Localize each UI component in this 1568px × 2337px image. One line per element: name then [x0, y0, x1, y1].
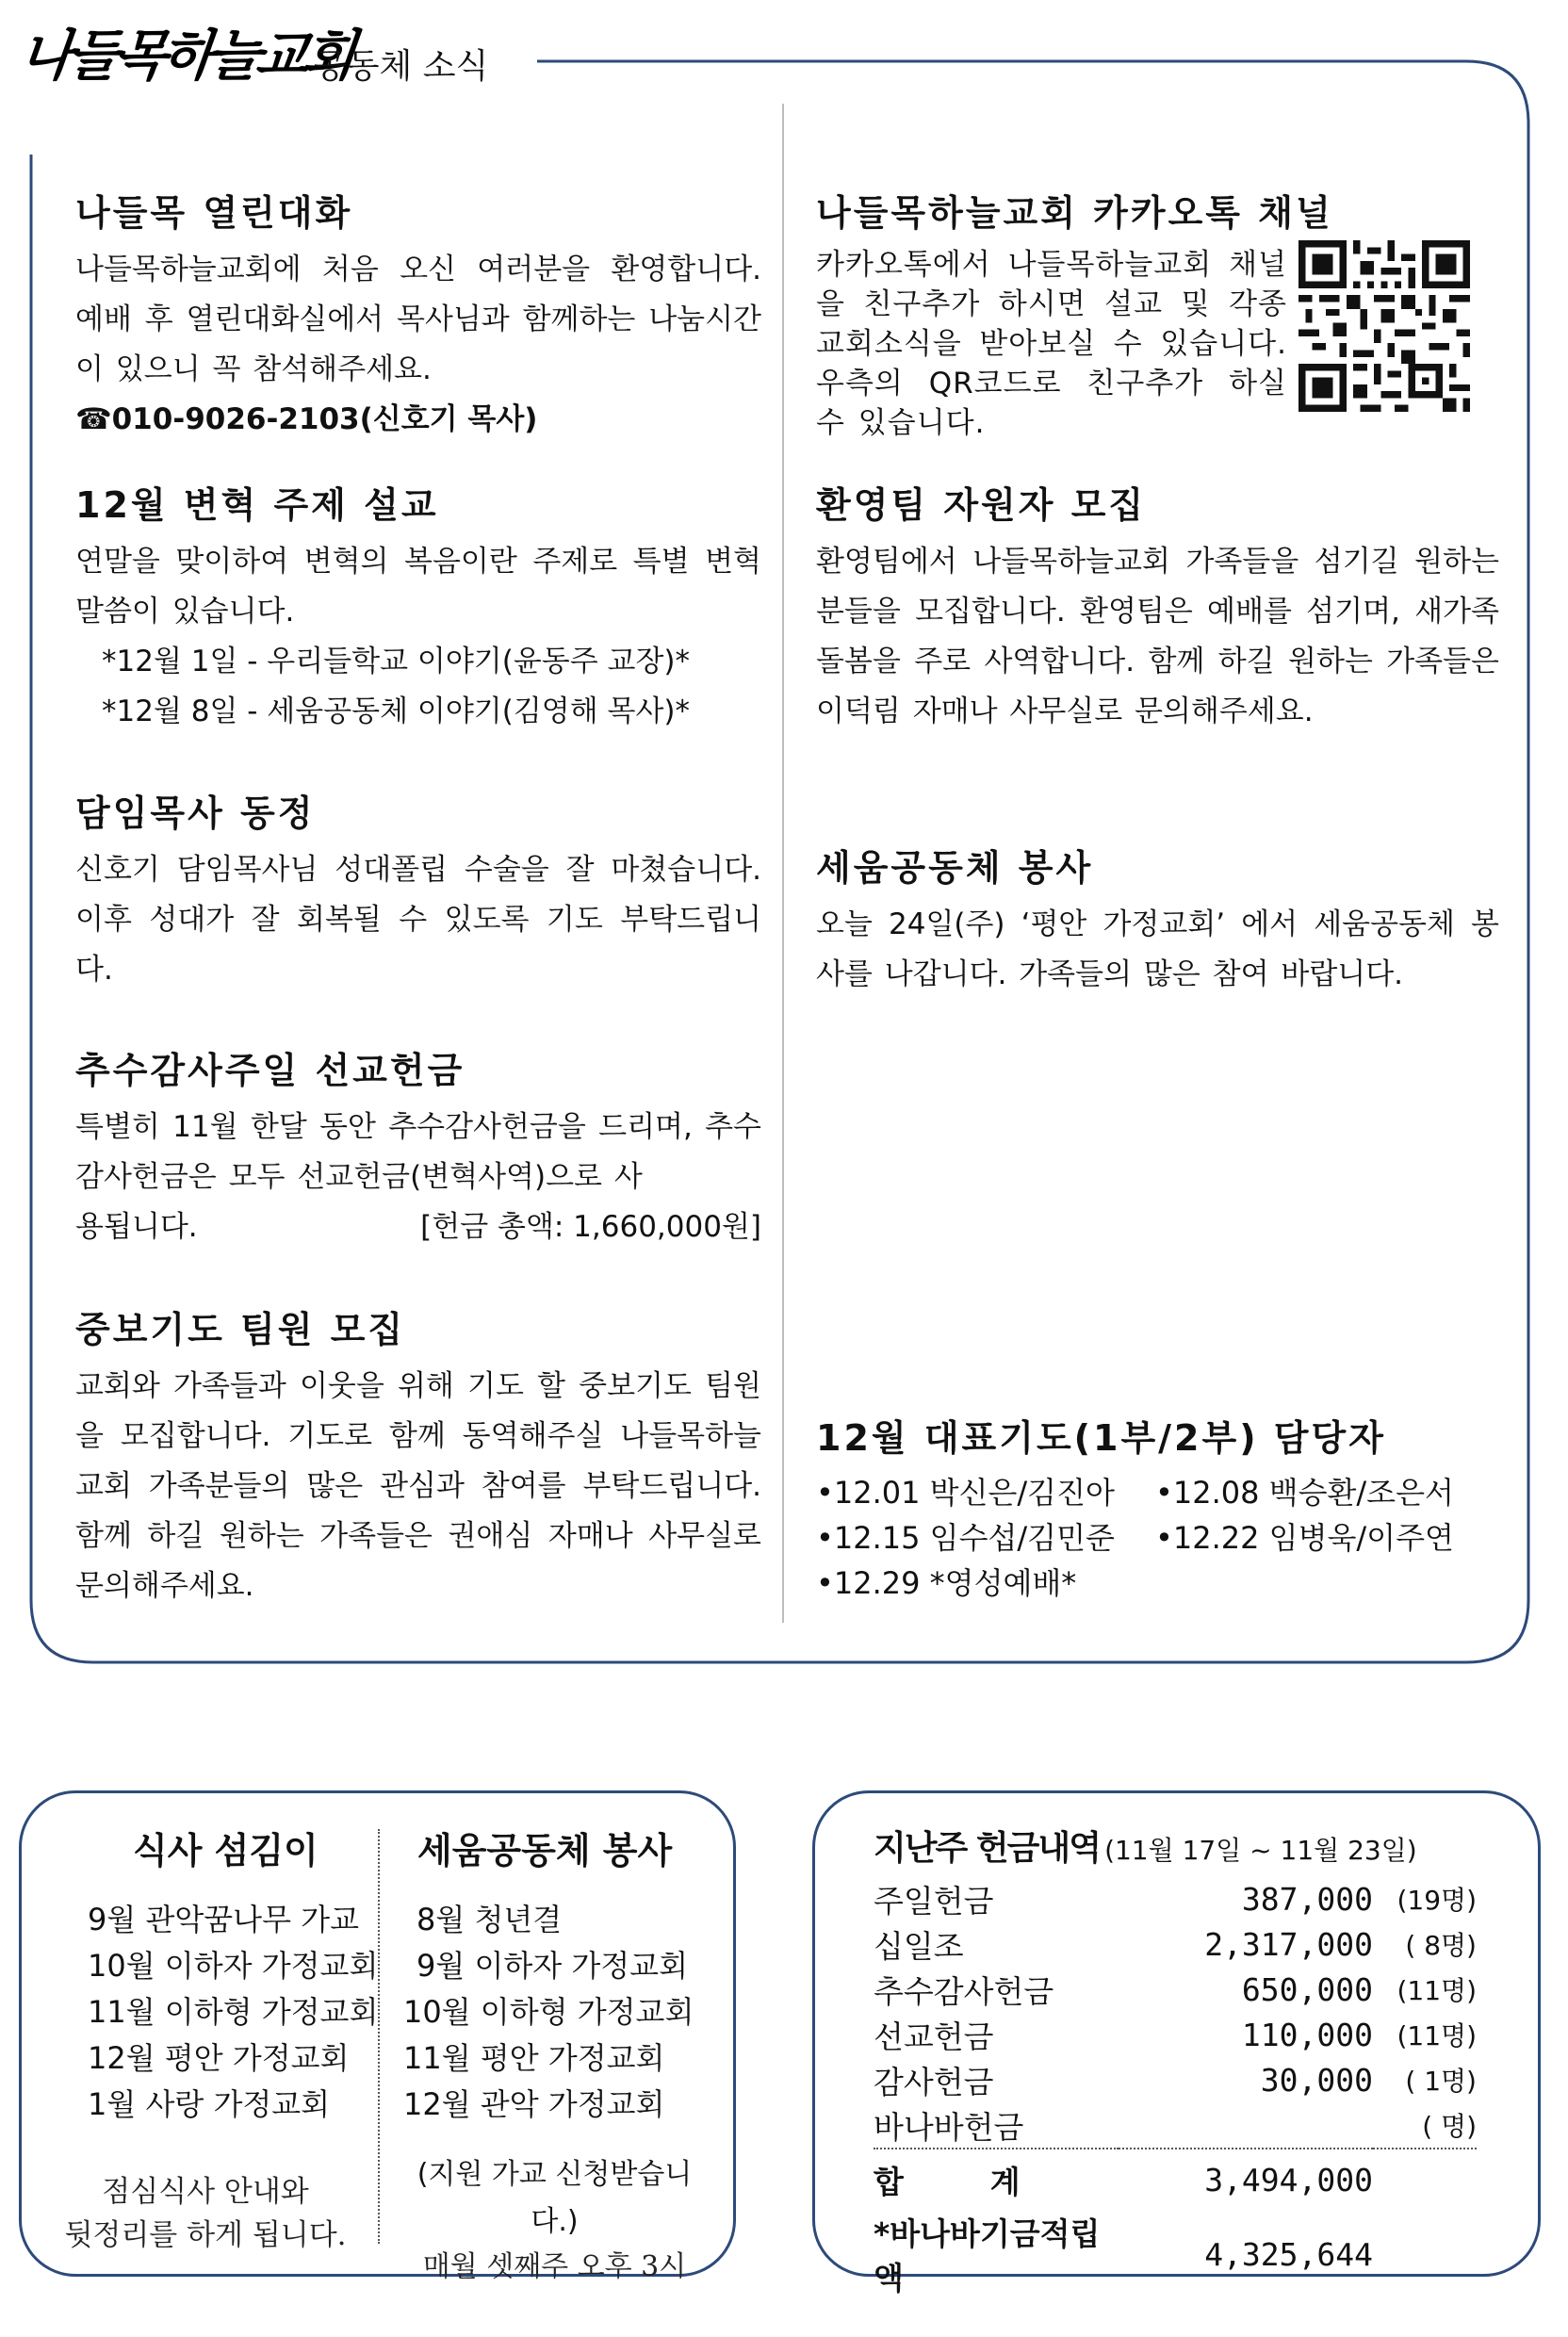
section-pastor-news: [75, 784, 761, 995]
offering-amount: 387,000: [1241, 1880, 1373, 1918]
section-title: 12월 대표기도(1부/2부) 담당자: [816, 1417, 1386, 1459]
barnabas-label: *바나바기금적립액: [874, 2215, 1101, 2296]
church-logo: 나들목하늘교회: [16, 24, 354, 88]
section-title: 담임목사 동정: [75, 793, 316, 834]
section-body-end: 용됩니다.: [75, 1210, 198, 1244]
offering-table: [874, 1876, 1477, 2298]
offering-amount: [1119, 2102, 1373, 2149]
offering-name: 바나바헌금: [874, 2108, 1024, 2146]
offering-total: [헌금 총액: 1,660,000원]: [420, 1210, 761, 1244]
offering-name: 선교헌금: [874, 2018, 994, 2055]
section-title: 12월 변혁 주제 설교: [75, 484, 439, 526]
section-body: 카카오톡에서 나들목하늘교회 채널을 친구추가 하시면 설교 및 각종 교회소식을 받아보실 수 있습니다. 우측의 QR코드로 친구추가 하실 수 있습니다.: [816, 248, 1287, 440]
meal-title: 식사 섬김이: [133, 1830, 318, 1871]
offering-amount: 30,000: [1260, 2061, 1373, 2099]
table-row: [874, 2057, 1477, 2102]
section-title: 나들목하늘교회 카카오톡 채널: [816, 192, 1333, 234]
meal-list: [88, 1897, 378, 2128]
offering-period: (11월 17일 ~ 11월 23일): [1104, 1835, 1417, 1866]
section-prayer-leaders: [816, 1409, 1499, 1606]
section-body: 특별히 11월 한달 동안 추수감사헌금을 드리며, 추수감사헌금은 모두 선교헌금(변혁사역)으로 사: [75, 1110, 761, 1194]
offering-count: ( 1명): [1405, 2066, 1477, 2097]
offering-count: (19명): [1396, 1885, 1477, 1916]
offering-amount: 2,317,000: [1204, 1925, 1373, 1963]
barnabas-amount: 4,325,644: [1204, 2235, 1373, 2273]
offering-amount: 110,000: [1241, 2016, 1373, 2053]
contact-phone: ☎010-9026-2103(신호기 목사): [75, 402, 538, 436]
table-row: [874, 2012, 1477, 2057]
offering-count: ( 명): [1422, 2111, 1477, 2142]
total-row: [874, 2149, 1477, 2210]
table-row: [874, 1967, 1477, 2012]
table-row: [874, 1876, 1477, 1921]
list-item: 9월 관악꿈나무 가교: [88, 1902, 359, 1937]
offering-title: 지난주 헌금내역: [874, 1829, 1100, 1868]
offering-name: 주일헌금: [874, 1882, 994, 1920]
qr-code-icon[interactable]: [1298, 240, 1470, 412]
section-body: 신호기 담임목사님 성대폴립 수술을 잘 마쳤습니다. 이후 성대가 잘 회복될 수 있도록 기도 부탁드립니다.: [75, 853, 761, 987]
note-line: 매월 셋째주 오후 3시: [422, 2250, 687, 2283]
list-item: 10월 이하형 가정교회: [403, 1994, 694, 2030]
note-line: (지원 가교 신청받습니다.): [416, 2158, 693, 2238]
section-body: 교회와 가족들과 이웃을 위해 기도 할 중보기도 팀원을 모집합니다. 기도로 함께 동역해주실 나들목하늘교회 가족분들의 많은 관심과 참여를 부탁드립니다. 함께 하길 원하는 가족들은 권애심 자매나 사무실로 문의해주세요.: [75, 1369, 761, 1603]
serve-list: [403, 1897, 694, 2128]
list-item: 8월 청년결: [416, 1902, 563, 1937]
offering-count: (11명): [1396, 2020, 1477, 2051]
list-item: 9월 이하자 가정교회: [416, 1948, 688, 1984]
section-sermon-series: [75, 476, 761, 737]
offering-name: 감사헌금: [874, 2063, 994, 2100]
prayer-leader-entry: •12.29 *영성예배*: [816, 1565, 1077, 1601]
total-label: 합 계: [874, 2163, 1021, 2200]
table-row: [874, 2102, 1477, 2149]
section-body: 환영팀에서 나들목하늘교회 가족들을 섬기길 원하는 분들을 모집합니다. 환영팀은 예배를 섬기며, 새가족 돌봄을 주로 사역합니다. 함께 하길 원하는 가족들은 이덕림 자매나 사무실로 문의해주세요.: [816, 545, 1499, 728]
section-title: 중보기도 팀원 모집: [75, 1309, 406, 1350]
sermon-item: *12월 1일 - 우리들학교 이야기(윤동주 교장)*: [102, 645, 691, 678]
list-item: 10월 이하자 가정교회: [88, 1948, 379, 1984]
offering-box: [812, 1790, 1541, 2296]
prayer-leader-entry: •12.08 백승환/조은서: [1155, 1475, 1454, 1511]
total-amount: 3,494,000: [1204, 2161, 1373, 2198]
table-row: [874, 1921, 1477, 1967]
section-title: 나들목 열린대화: [75, 192, 353, 234]
list-item: 12월 관악 가정교회: [403, 2086, 665, 2122]
serve-note: [397, 2151, 712, 2289]
sermon-item: *12월 8일 - 세움공동체 이야기(김영해 목사)*: [102, 695, 691, 728]
section-open-talk: [75, 184, 761, 445]
section-welcome-team: [816, 476, 1499, 737]
prayer-leader-entry: •12.15 임수섭/김민준: [816, 1520, 1115, 1556]
column-divider: [782, 104, 784, 1623]
list-item: 11월 평안 가정교회: [403, 2040, 665, 2076]
offering-name: 추수감사헌금: [874, 1972, 1054, 2010]
section-prayer-team: [75, 1300, 761, 1611]
section-title: 세움공동체 봉사: [816, 847, 1094, 889]
note-line: 점심식사 안내와: [102, 2175, 309, 2209]
offering-count: (11명): [1396, 1975, 1477, 2006]
serve-title: 세움공동체 봉사: [417, 1830, 673, 1871]
page-subtitle: 공동체 소식: [314, 47, 489, 86]
note-line: 뒷정리를 하게 됩니다.: [64, 2218, 347, 2252]
section-body: 오늘 24일(주) ‘평안 가정교회’ 에서 세움공동체 봉사를 나갑니다. 가족들의 많은 참여 바랍니다.: [816, 907, 1499, 991]
section-community-service: [816, 839, 1499, 1000]
offering-header: [874, 1822, 1417, 1870]
prayer-leader-entry: •12.22 임병욱/이주연: [1155, 1520, 1454, 1556]
prayer-leader-entry: •12.01 박신은/김진아: [816, 1475, 1115, 1511]
list-item: 1월 사랑 가정교회: [88, 2086, 331, 2122]
section-thanksgiving-offering: [75, 1041, 761, 1252]
barnabas-row: [874, 2210, 1477, 2298]
meal-note: [59, 2170, 351, 2257]
section-title: 추수감사주일 선교헌금: [75, 1050, 466, 1091]
service-schedule-box: [19, 1790, 736, 2283]
offering-amount: 650,000: [1241, 1970, 1373, 2008]
offering-name: 십일조: [874, 1927, 964, 1965]
section-title: 환영팀 자원자 모집: [816, 484, 1147, 526]
section-body: 연말을 맞이하여 변혁의 복음이란 주제로 특별 변혁 말씀이 있습니다.: [75, 545, 761, 629]
list-item: 11월 이하형 가정교회: [88, 1994, 379, 2030]
offering-count: ( 8명): [1405, 1930, 1477, 1961]
section-body: 나들목하늘교회에 처음 오신 여러분을 환영합니다. 예배 후 열린대화실에서 목사님과 함께하는 나눔시간이 있으니 꼭 참석해주세요.: [75, 253, 761, 386]
list-item: 12월 평안 가정교회: [88, 2040, 350, 2076]
